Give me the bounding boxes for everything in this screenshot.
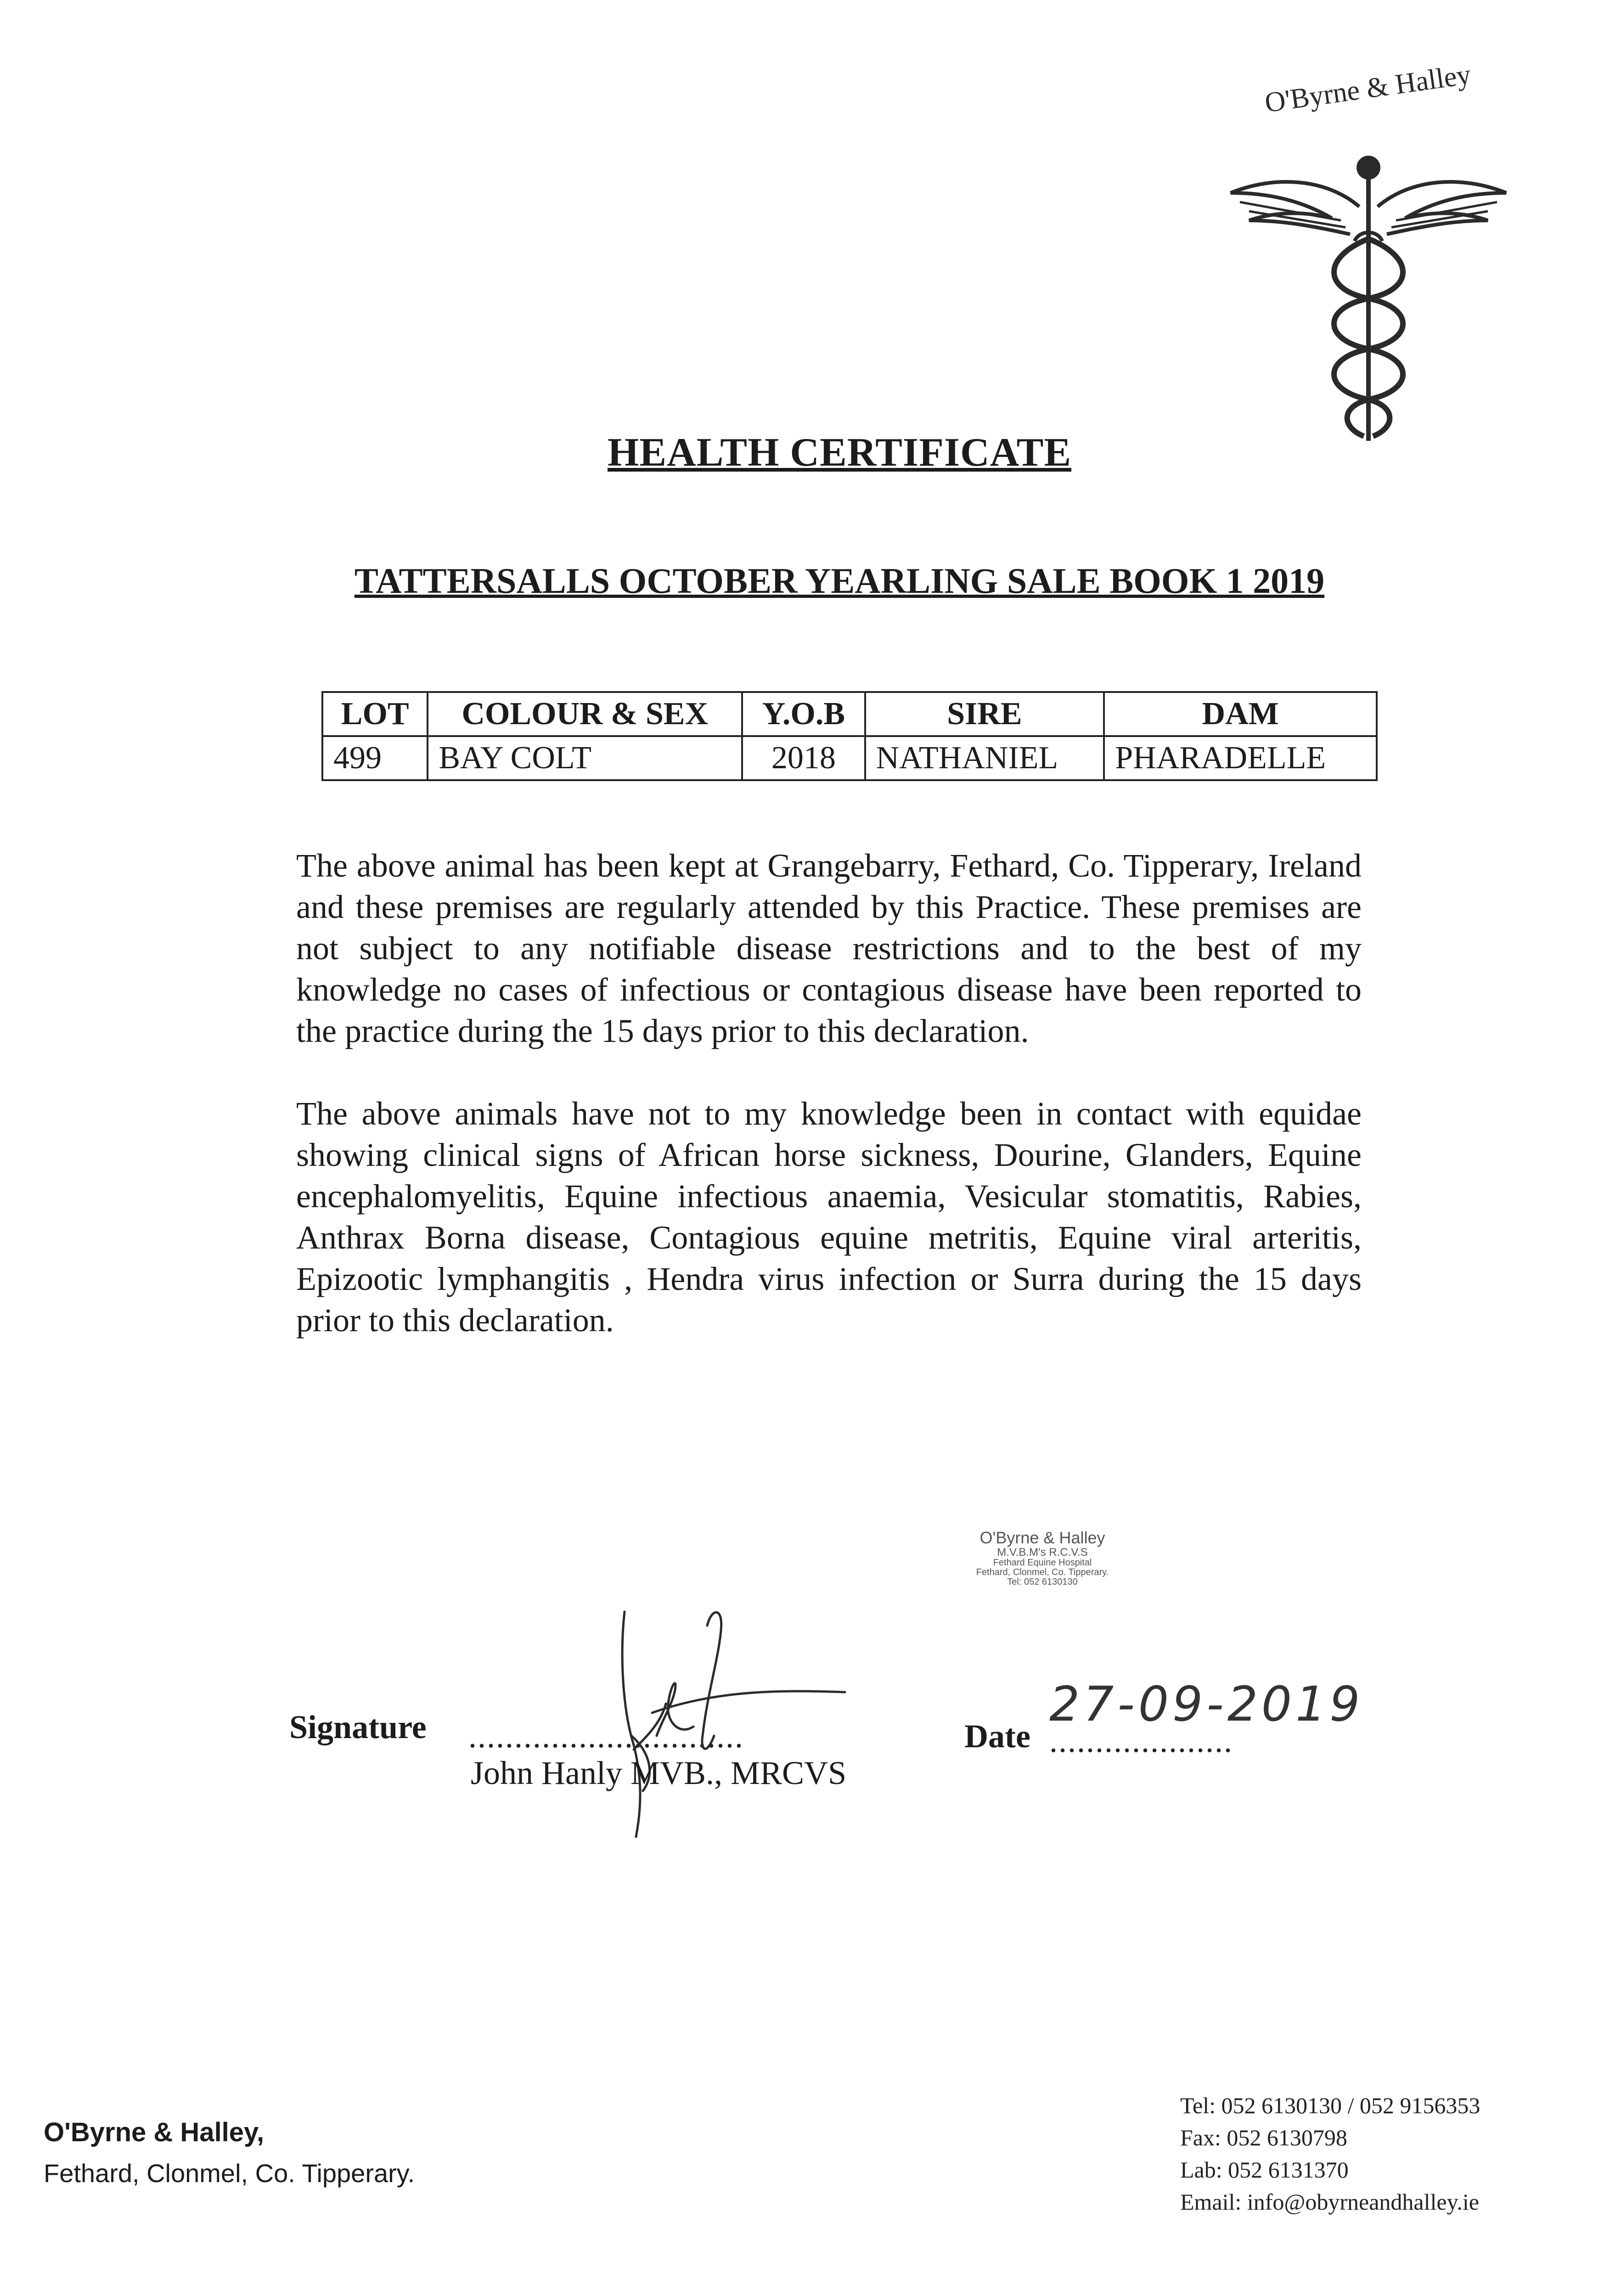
date-line: .................... xyxy=(1049,1722,1233,1759)
declaration-paragraph-2: The above animals have not to my knowledge been in contact with equidae showing clinical signs of African horse sickness, Dourine, Glanders, Equine encephalomyelitis, Equine infectious anaemia, Vesicular stomatitis, Rabies, Anthrax Borna disease, Contagious equine metritis, Equine viral arteritis, Epizootic lymphangitis , Hendra virus infection or Surra during the 15 days prior to this declaration. xyxy=(296,1095,1362,1339)
signer-name: John Hanly MVB., MRCVS xyxy=(471,1755,847,1791)
col-sire: SIRE xyxy=(865,692,1104,736)
stamp-line-5: Tel: 052 6130130 xyxy=(1007,1576,1078,1587)
table-row xyxy=(322,736,1377,780)
cell-yob: 2018 xyxy=(742,736,865,780)
col-yob: Y.O.B xyxy=(742,692,865,736)
page-title: HEALTH CERTIFICATE xyxy=(607,430,1072,475)
cell-dam: PHARADELLE xyxy=(1104,736,1377,780)
sale-title: TATTERSALLS OCTOBER YEARLING SALE BOOK 1 2019 xyxy=(354,561,1325,601)
cell-lot: 499 xyxy=(322,736,428,780)
handwritten-date: 27-09-2019 xyxy=(1049,1676,1364,1732)
table-header-row xyxy=(322,692,1377,736)
footer-contact xyxy=(1180,2089,1480,2218)
signature-line: .............................. xyxy=(468,1718,744,1755)
stamp-line-2: M.V.B.M's R.C.V.S xyxy=(997,1546,1088,1559)
practice-logo xyxy=(1222,59,1515,450)
footer-tel: Tel: 052 6130130 / 052 9156353 xyxy=(1180,2093,1481,2118)
stamp-line-3: Fethard Equine Hospital xyxy=(993,1557,1092,1568)
declaration-paragraph-1: The above animal has been kept at Grangebarry, Fethard, Co. Tipperary, Ireland and these premises are regularly attended by this Practice. These premises are not subject to any notifiable disease restrictions and to the best of my knowledge no cases of infectious or contagious disease have been reported to the practice during the 15 days prior to this declaration. xyxy=(296,847,1362,1049)
col-dam: DAM xyxy=(1104,692,1377,736)
col-lot: LOT xyxy=(322,692,428,736)
cell-sire: NATHANIEL xyxy=(865,736,1104,780)
cell-colour-sex: BAY COLT xyxy=(428,736,742,780)
footer-practice-name: O'Byrne & Halley, xyxy=(44,2117,265,2147)
handwritten-signature xyxy=(588,1598,863,1855)
date-label: Date xyxy=(964,1718,1030,1755)
stamp-line-4: Fethard, Clonmel, Co. Tipperary. xyxy=(976,1567,1109,1577)
lot-table xyxy=(321,691,1378,781)
footer-lab: Lab: 052 6131370 xyxy=(1180,2157,1349,2183)
col-colour-sex: COLOUR & SEX xyxy=(428,692,742,736)
stamp-line-1: O'Byrne & Halley xyxy=(980,1528,1105,1547)
caduceus-icon xyxy=(1222,142,1515,455)
signature-label: Signature xyxy=(289,1709,427,1745)
footer-email: Email: info@obyrneandhalley.ie xyxy=(1180,2189,1479,2215)
footer-fax: Fax: 052 6130798 xyxy=(1180,2125,1347,2150)
logo-text: O'Byrne & Halley xyxy=(1263,59,1473,119)
footer-address: Fethard, Clonmel, Co. Tipperary. xyxy=(44,2159,415,2188)
practice-stamp xyxy=(946,1529,1139,1587)
